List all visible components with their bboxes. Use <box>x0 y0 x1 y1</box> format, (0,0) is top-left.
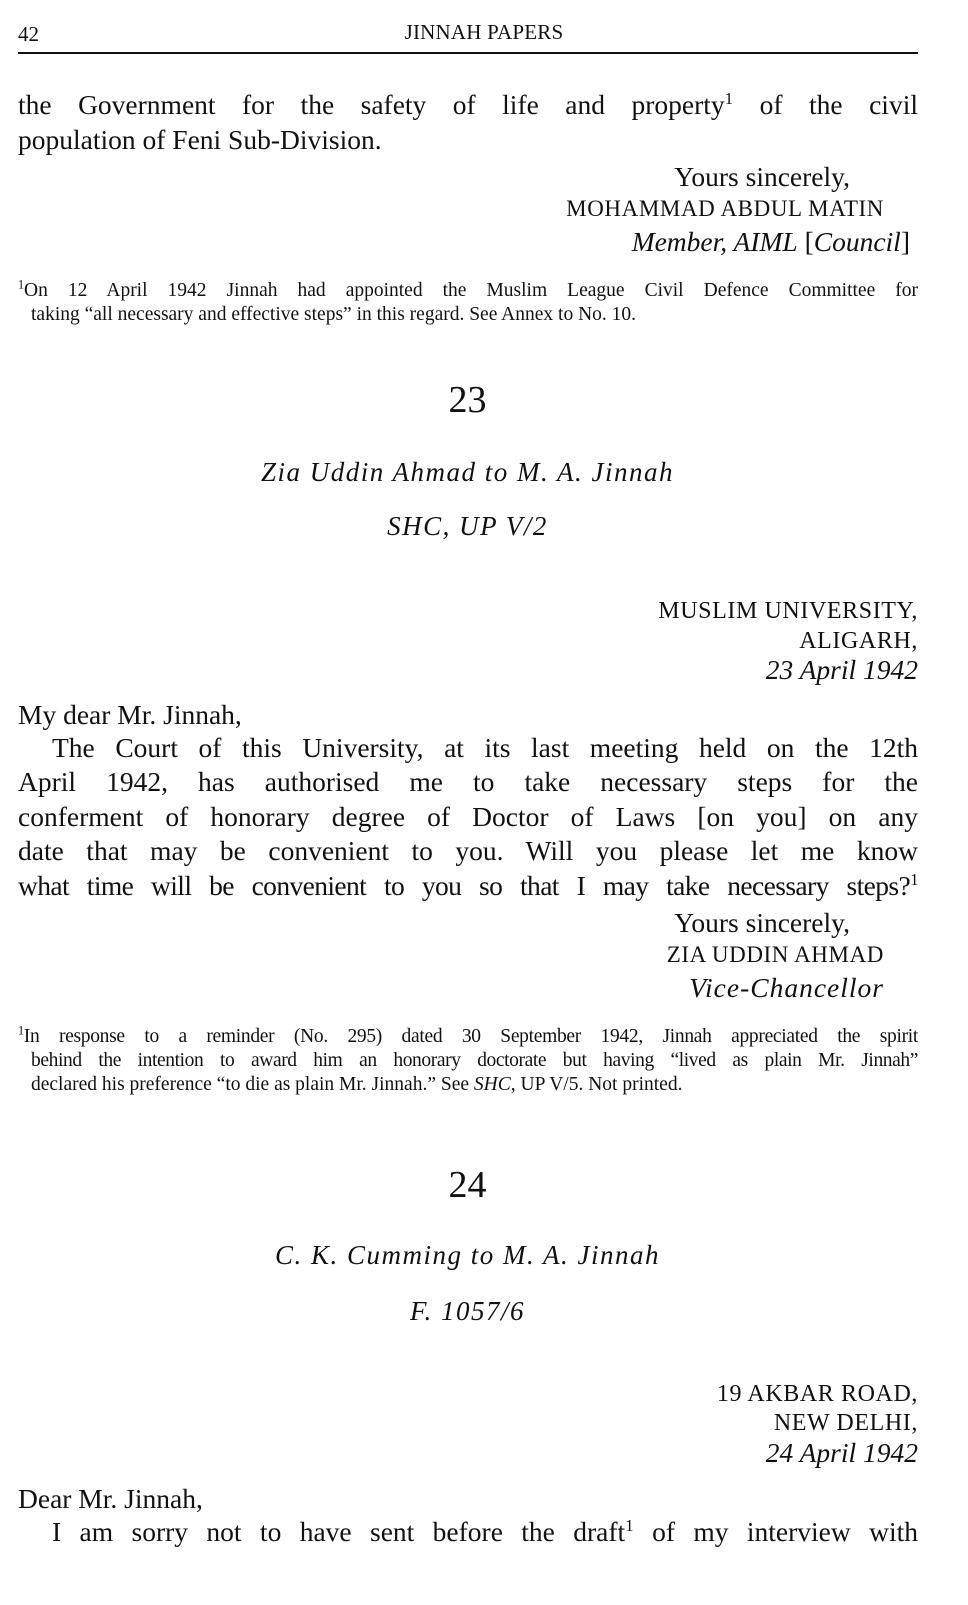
letter-body-line: April 1942, has authorised me to take necessary steps for the <box>18 766 918 797</box>
letter-body-line: I am sorry not to have sent before the draft$^1$ of my interview with <box>52 1515 918 1547</box>
letter-body-line: The Court of this University, at its last meeting held on the 12th <box>52 732 918 763</box>
letter-body-line: conferment of honorary degree of Doctor of Laws [on you] on any <box>18 801 918 832</box>
address-line: NEW DELHI, <box>773 1410 918 1436</box>
salutation: My dear Mr. Jinnah, <box>18 699 242 730</box>
closing: Yours sincerely, <box>674 161 850 192</box>
running-title: JINNAH PAPERS <box>404 20 564 44</box>
salutation: Dear Mr. Jinnah, <box>18 1483 203 1514</box>
designation: Member, AIML [Council] <box>631 226 910 257</box>
footnote-continuation: declared his preference “to die as plain Mr. Jinnah.” See SHC, UP V/5. Not printed. <box>31 1074 683 1095</box>
document-reference: SHC, UP V/2 <box>387 511 548 541</box>
letter-body-line: what time will be convenient to you so that I may take necessary steps?$^1$ <box>18 869 918 901</box>
document-reference: F. 1057/6 <box>409 1296 525 1326</box>
letter-body-line: date that may be convenient to you. Will you please let me know <box>18 835 918 866</box>
document-title: C. K. Cumming to M. A. Jinnah <box>274 1240 660 1270</box>
footnote-reference: 1 <box>910 869 918 889</box>
letter-body-line: population of Feni Sub-Division. <box>18 124 382 155</box>
address-line: MUSLIM UNIVERSITY, <box>658 598 918 624</box>
document-number: 24 <box>448 1164 487 1206</box>
designation: Vice-Chancellor <box>689 972 884 1003</box>
page-number: 42 <box>18 22 39 46</box>
signatory: MOHAMMAD ABDUL MATIN <box>566 196 884 221</box>
document-title: Zia Uddin Ahmad to M. A. Jinnah <box>260 457 674 487</box>
document-number: 23 <box>448 379 487 421</box>
footnote-reference: 1 <box>625 1515 634 1535</box>
footnote: $^1$On 12 April 1942 Jinnah had appointed the Muslim League Civil Defence Committee for <box>18 277 918 301</box>
footnote-continuation: taking “all necessary and effective steps” in this regard. See Annex to No. 10. <box>31 304 637 325</box>
address-line: 19 AKBAR ROAD, <box>716 1381 918 1407</box>
letter-date: 23 April 1942 <box>765 654 918 685</box>
letter-date: 24 April 1942 <box>765 1437 918 1468</box>
header-rule <box>18 52 918 54</box>
closing: Yours sincerely, <box>674 907 850 938</box>
footnote-reference: 1 <box>724 88 734 108</box>
footnote-continuation: behind the intention to award him an honorary doctorate but having “lived as plain Mr. Jinnah” <box>31 1050 918 1071</box>
signatory: ZIA UDDIN AHMAD <box>666 942 884 967</box>
letter-body-line: the Government for the safety of life and property$^1$ of the civil <box>18 88 918 120</box>
footnote: $^1$In response to a reminder (No. 295) dated 30 September 1942, Jinnah appreciated the spirit <box>18 1023 918 1047</box>
address-line: ALIGARH, <box>799 628 918 654</box>
